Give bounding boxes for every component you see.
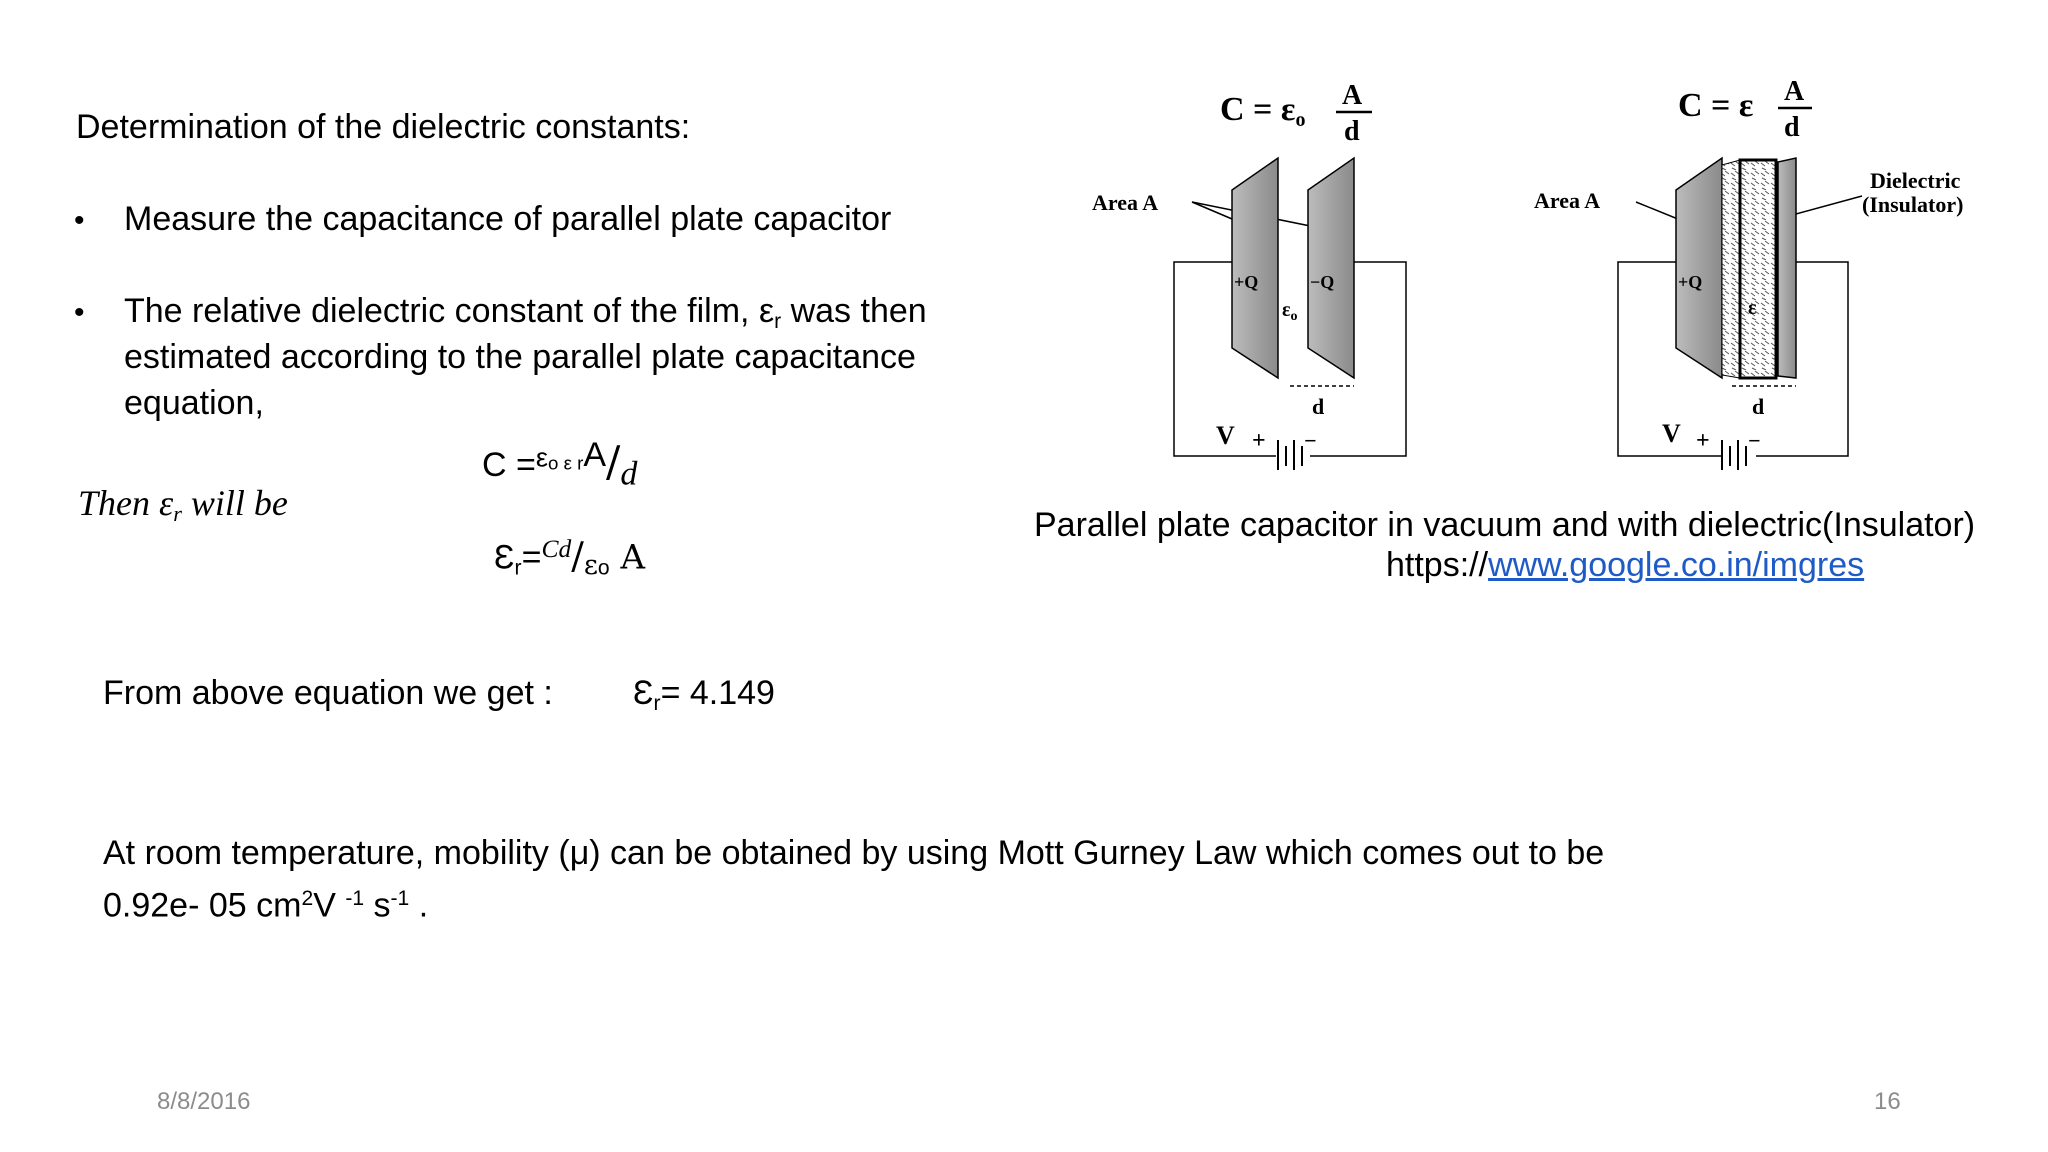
battery-plus: +	[1252, 428, 1266, 454]
text-fragment: .	[409, 886, 429, 925]
plate-negative	[1778, 158, 1796, 378]
mobility-line2	[103, 876, 428, 929]
distance-label: d	[1752, 394, 1765, 419]
capacitance-equation	[482, 432, 637, 498]
subscript: r	[774, 309, 782, 333]
capacitor-figure	[1080, 70, 2040, 470]
eq-epsilon-r: Ɛ	[633, 674, 654, 712]
mobility-line1: At room temperature, mobility (μ) can be obtained by using Mott Gurney Law which comes out to be	[103, 834, 1605, 872]
minus-q-label: −Q	[1310, 272, 1335, 292]
eq-area: A	[609, 537, 646, 578]
text-fragment: Then ε	[78, 483, 174, 523]
eq-lhs: C =	[482, 446, 536, 485]
figure-caption: Parallel plate capacitor in vacuum and with dielectric(Insulator)	[1034, 506, 1976, 544]
area-label-right: Area A	[1534, 188, 1601, 213]
formula-right-numerator: A	[1784, 76, 1805, 107]
source-link[interactable]: www.google.co.in/imgres	[1488, 546, 1865, 584]
subscript: r	[514, 556, 522, 580]
battery-minus: −	[1748, 428, 1761, 453]
superscript: 2	[301, 887, 314, 910]
plate-negative	[1308, 158, 1354, 378]
then-eps-r-text	[78, 480, 288, 537]
source-prefix: https://	[1386, 546, 1489, 584]
bullet-relative-dielectric-line3: equation,	[124, 384, 264, 422]
subscript: r	[653, 691, 661, 715]
text-fragment: will be	[181, 483, 288, 523]
voltage-label: V	[1662, 419, 1681, 448]
eq-epsilon-r: Ɛ	[494, 538, 515, 577]
eq-numerator: Cd	[541, 534, 572, 563]
subscript: o	[597, 556, 610, 580]
voltage-label: V	[1216, 421, 1235, 450]
result-label: From above equation we get :	[103, 674, 553, 712]
dielectric-label: (Insulator)	[1862, 192, 1964, 217]
plus-q-label: +Q	[1678, 272, 1703, 292]
figure-source	[1386, 542, 1864, 588]
dielectric-capacitor-diagram	[1534, 76, 1963, 470]
bullet-relative-dielectric-line2: estimated according to the parallel plate capacitance	[124, 338, 916, 376]
formula-right-text: C = ε	[1678, 87, 1754, 124]
area-label-left: Area A	[1092, 190, 1159, 215]
footer-date: 8/8/2016	[157, 1088, 251, 1115]
eq-slash: /	[606, 438, 621, 488]
eq-slash: /	[571, 533, 584, 578]
battery-minus: −	[1304, 428, 1317, 453]
plus-q-label: +Q	[1234, 272, 1259, 292]
eq-area: A	[583, 436, 607, 474]
bullet-dot: •	[74, 204, 85, 237]
dielectric-label: Dielectric	[1870, 168, 1961, 193]
plate-positive	[1232, 158, 1278, 378]
battery-plus: +	[1696, 428, 1710, 454]
relative-permittivity-equation	[494, 526, 645, 591]
distance-label: d	[1312, 394, 1325, 419]
plate-positive	[1676, 158, 1722, 378]
vacuum-capacitor-diagram	[1092, 80, 1406, 470]
superscript: -1	[390, 887, 410, 910]
formula-left-numerator: A	[1342, 80, 1363, 111]
text-fragment: 0.92e- 05 cm	[103, 886, 302, 925]
subscript: r	[173, 501, 182, 527]
superscript: -1	[345, 887, 365, 910]
epsilon-label: ε	[1748, 297, 1757, 319]
slide-heading: Determination of the dielectric constants:	[76, 108, 691, 146]
formula-left-denominator: d	[1344, 116, 1360, 147]
text-fragment: s	[364, 886, 391, 925]
eq-epsilon-subscripts: o ε r	[547, 452, 584, 474]
eq-epsilon: ε	[583, 549, 598, 581]
epsilon-o-label: $\varepsilon_o$	[1282, 299, 1298, 324]
value-text: = 4.149	[660, 674, 775, 712]
formula-right-denominator: d	[1784, 112, 1800, 143]
eq-distance: d	[620, 455, 638, 493]
page-number: 16	[1874, 1088, 1901, 1115]
text-fragment: V	[313, 886, 346, 925]
eq-epsilon: ε	[535, 441, 548, 473]
eq-equals: =	[521, 538, 542, 577]
dielectric-layer	[1722, 160, 1740, 378]
bullet-measure-capacitance: Measure the capacitance of parallel plate capacitor	[124, 200, 892, 238]
text-fragment: The relative dielectric constant of the film, ε	[124, 292, 775, 330]
result-value	[633, 670, 775, 727]
bullet-dot: •	[74, 296, 85, 329]
dielectric-slab	[1740, 160, 1776, 378]
formula-left-text: C = εo	[1220, 91, 1306, 131]
text-fragment: was then	[781, 292, 927, 330]
